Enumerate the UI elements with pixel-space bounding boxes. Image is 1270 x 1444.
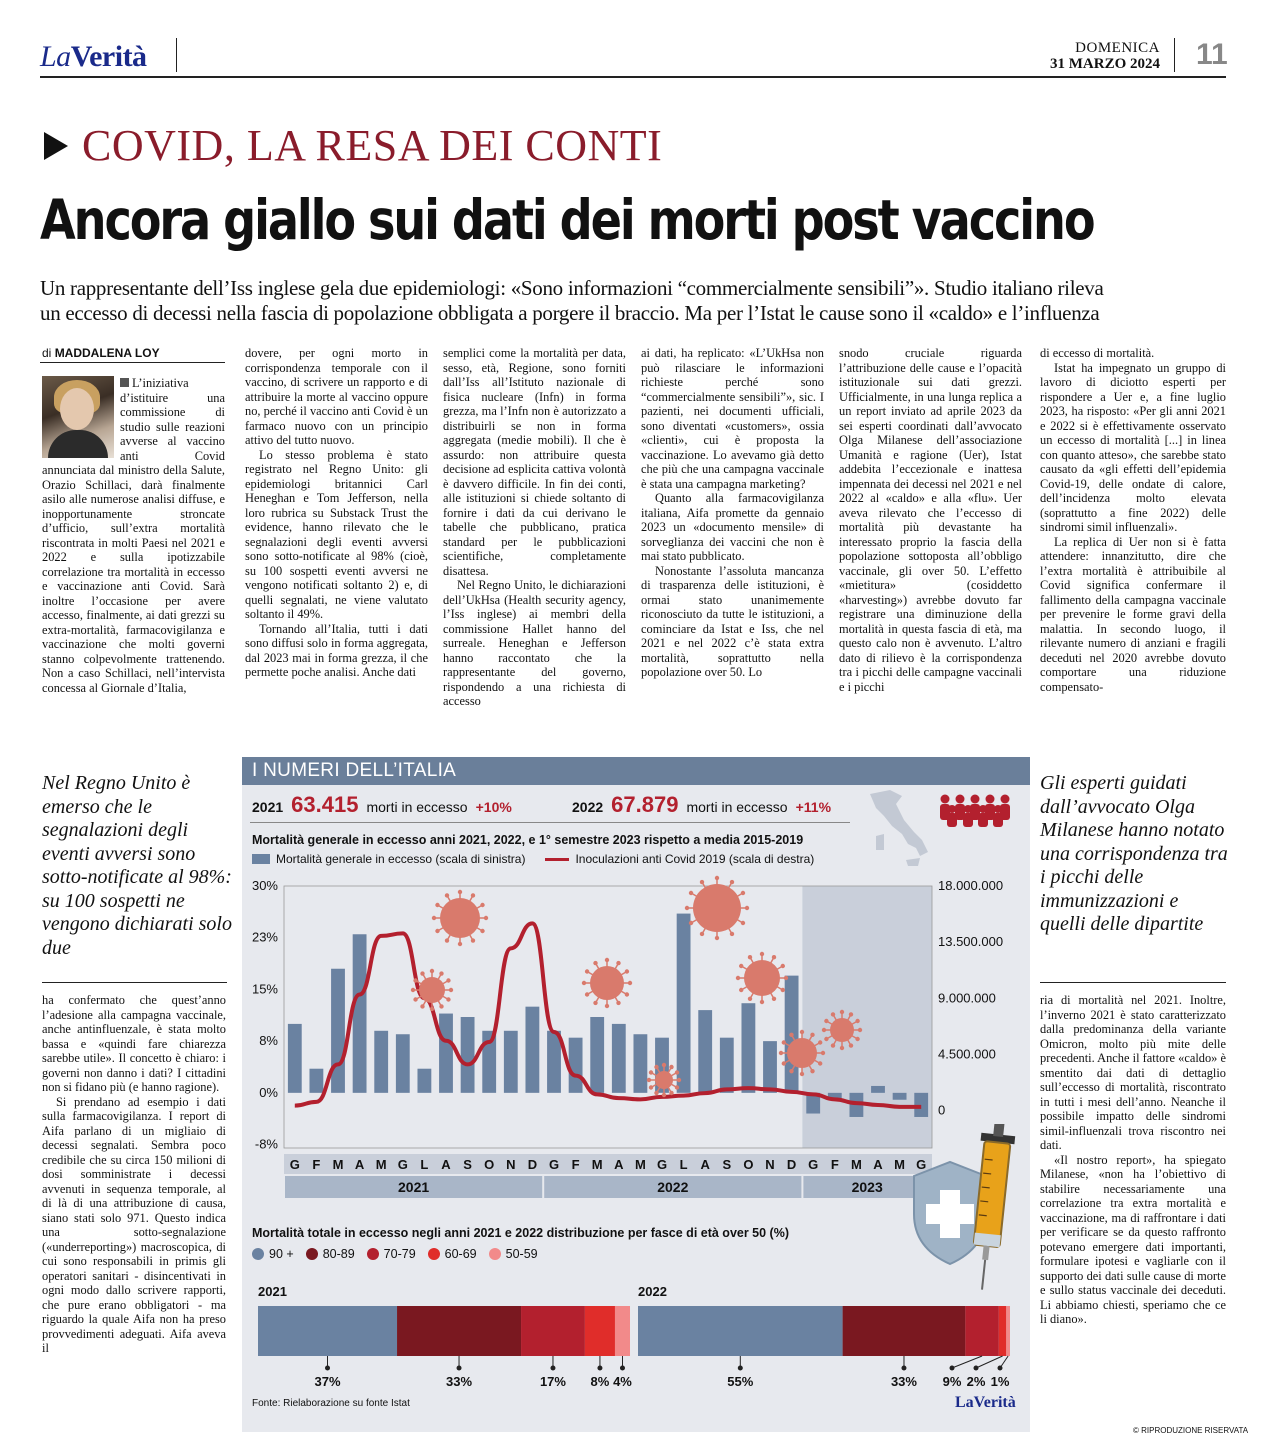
pull-quote-rule [42,982,227,983]
y-tick-left: -8% [254,1136,278,1152]
x-tick-label: M [591,1157,603,1172]
legend-label: 90 + [269,1247,294,1261]
segment-label: 4% [613,1374,632,1389]
deck: Un rappresentante dell’Iss inglese gela due epidemiologi: «Sono informazioni “commercialmente sensibili”». Studio italiano rileva un eccesso di decessi nella fascia di popolazione obbligata a porgere il braccio. Ma per l’Istat le cause sono il «caldo» e l’influenza [40,276,1104,325]
stacked-segment [999,1306,1006,1356]
label-dot [974,1366,979,1371]
chart2-legend [252,1247,538,1261]
legend-swatch-bar [252,854,270,864]
segment-label: 9% [942,1374,962,1389]
legend-label: 60-69 [444,1247,477,1261]
label-dot [597,1366,602,1371]
virus-icon [685,876,749,940]
year-label: 2021 [258,1284,287,1299]
bar [288,1024,302,1093]
segment-label: 1% [990,1374,1010,1389]
segment-label: 37% [314,1374,341,1389]
x-tick-label: M [850,1157,862,1172]
bar [331,969,345,1093]
y-tick-right: 18.000.000 [938,878,1004,893]
stat-2022: 2022 67.879 morti in eccesso +11% [572,792,832,817]
y-tick-left: 8% [259,1033,278,1049]
label-dot [620,1366,625,1371]
bar [439,1014,453,1093]
bar [417,1069,431,1093]
year-label: 2022 [638,1284,667,1299]
stacked-segment [521,1306,585,1356]
x-tick-label: L [679,1157,688,1172]
x-tick-label: O [743,1157,754,1172]
label-dot [457,1366,462,1371]
x-tick-label: F [830,1157,839,1172]
y-tick-left: 23% [251,929,278,945]
arrow-icon [44,132,68,160]
segment-label: 55% [727,1374,754,1389]
bar [741,1003,755,1093]
article-column-6: di eccesso di mortalità. Istat ha impegnato un gruppo di lavoro di diciotto esperti per rispondere a Uer e, a fine luglio 2023, ha risposto: «Per gli anni 2021 e 2022 si è effettivamente osservato un eccesso di mortalità [...] in linea con quanto atteso», che sarebbe stato causato da «gli effetti dell’epidemia Covid-19, delle ondate di calore, dell’incidenza molto elevata (soprattutto a fine 2022) delle sindromi simil influenzali». La replica di Uer non si è fatta attendere: innanzitutto, dire che l’extra mortalità è attribuibile al Covid significa confermare il fallimento della campagna vaccinale per prevenire le forme gravi della malattia. In secondo luogo, il rilevante numero di anziani e fragili deceduti nel 2020 avrebbe dovuto comportare una riduzione compensato- [1040,346,1226,694]
infographic-header: I NUMERI DELL’ITALIA [242,757,1030,785]
y-tick-left: 0% [259,1084,278,1100]
legend-item [306,1247,355,1261]
legend-dot [367,1248,379,1260]
bar [763,1041,777,1093]
issue-date: DOMENICA 31 MARZO 2024 [1050,40,1160,72]
article-column-3: semplici come la mortalità per data, sesso, età, Regione, sono forniti dall’Iss all’Istituto nazionale di fisica nucleare (Infn) in forma grezza, ma l’Infn non è autorizzato a distribuirli se non in forma aggregata (medie mobili). Il che è assurdo: non attribuire questa decisione ad esplicita cattiva volontà è davvero difficile. In fin dei conti, alle istituzioni si chiede soltanto di fornire i dati da cui derivano le tabelle che pubblicano, pratica standard per le pubblicazioni scientifiche, completamente disattesa. Nel Regno Unito, le dichiarazioni dell’UkHsa (Health security agency, l’Iss inglese) ai membri della commissione Hallet hanno del surreale. Heneghan e Jefferson hanno raccontato che la rappresentante del governo, rispondendo a una richiesta di accesso [443,346,626,708]
stat-divider [250,822,850,823]
bar [893,1093,907,1100]
x-tick-label: A [354,1157,365,1172]
x-tick-label: A [700,1157,710,1172]
bar [353,934,367,1093]
y-tick-right: 0 [938,1102,946,1118]
label-dot [550,1366,555,1371]
byline: di MADDALENA LOY [42,346,160,360]
x-tick-label: D [527,1157,538,1172]
stacked-segment [843,1306,966,1356]
x-tick-label: G [397,1157,408,1172]
bar [569,1038,583,1093]
infographic-logo: LaVerità [955,1394,1016,1411]
x-tick-label: M [332,1157,344,1172]
label-dot [738,1366,743,1371]
virus-icon [432,890,488,946]
y-tick-right: 13.500.000 [938,934,1004,950]
bar [720,1038,734,1093]
legend-item [367,1247,416,1261]
infographic-source: Fonte: Rielaborazione su fonte Istat [252,1398,410,1409]
people-group-icon [935,792,1015,828]
label-dot [325,1366,330,1371]
bar [504,1031,518,1093]
segment-label: 8% [590,1374,610,1389]
legend-dot [489,1248,501,1260]
legend-label-line: Inoculazioni anti Covid 2019 (scala di destra) [575,852,815,866]
article-column-4: ai dati, ha replicato: «L’UkHsa non può rilasciare le informazioni richieste perché sono “commercialmente sensibili”», sic. I pazienti, nei documenti ufficiali, sono diventati «customers», ossia «clienti», cui è proposta la vaccinazione. Lo avevamo già detto che più che una campagna vaccinale è stata una campagna marketing? Quanto alla farmacovigilanza italiana, Aifa promette da gennaio 2023 un «documento mensile» di sorveglianza dei vaccini che non è mai stato pubblicato. Nonostante l’assoluta mancanza di trasparenza delle istituzioni, è ormai stato unanimemente riconosciuto da tutte le istituzioni, a cominciare da Istat e Iss, che nel 2021 e nel 2022 c’è stata extra mortalità, soprattutto nella popolazione over 50. Lo [641,346,824,679]
year-label: 2023 [851,1179,883,1195]
x-tick-label: A [614,1157,624,1172]
legend-dot [428,1248,440,1260]
segment-label: 2% [966,1374,986,1389]
stacked-segment [615,1306,630,1356]
legend-label-bars: Mortalità generale in eccesso (scala di sinistra) [276,852,526,866]
article-column-2: dovere, per ogni morto in corrispondenza temporale con il vaccino, di scrivere un rapporto e di attribuire la morte al vaccino oppure no, perché il vaccino anti Covid è un farmaco nuovo con un principio attivo del tutto nuovo. Lo stesso problema è stato registrato nel Regno Unito: gli epidemiologi britannici Carl Heneghan e Tom Jefferson, nella loro rubrica su Substack Trust the evidence, hanno rilevato che le segnalazioni degli eventi avversi sono sotto-notificate al 98% (cioè, su 100 sospetti eventi avversi ne vengono notificati soltanto 2) e, di quelli segnalati, ne viene valutato soltanto il 49%. Tornando all’Italia, tutti i dati sono diffusi solo in forma aggregata, dal 2023 mai in forma grezza, il che permette poche analisi. Anche dati [245,346,428,679]
pull-quote-right: Gli esperti guidati dall’avvocato Olga Milanese hanno notato una corrispondenza tra i picchi delle immunizzazioni e quelli delle dipartite [1040,772,1228,935]
stacked-segment [965,1306,998,1356]
masthead-divider [1174,38,1175,72]
x-tick-label: F [312,1157,321,1172]
chart2-title: Mortalità totale in eccesso negli anni 2021 e 2022 distribuzione per fasce di età over 50 (%) [252,1226,789,1240]
y-tick-right: 4.500.000 [938,1046,996,1062]
bar [612,1024,626,1093]
legend-item [252,1247,294,1261]
pull-quote-left: Nel Regno Unito è emerso che le segnalazioni degli eventi avversi sono sotto-notificate al 98%: su 100 sospetti ne vengono dichiarati solo due [42,772,232,959]
legend-label: 50-59 [505,1247,538,1261]
bar [396,1034,410,1093]
x-tick-label: A [441,1157,451,1172]
stacked-segment [585,1306,615,1356]
segment-label: 17% [539,1374,566,1389]
label-dot [950,1366,955,1371]
y-tick-right: 9.000.000 [938,990,996,1006]
legend-item [428,1247,477,1261]
segment-label: 33% [890,1374,917,1389]
x-tick-label: N [765,1157,775,1172]
pull-quote-rule [1040,982,1226,983]
legend-label: 70-79 [383,1247,416,1261]
x-tick-label: F [571,1157,580,1172]
legend-dot [252,1248,264,1260]
page-number: 11 [1196,38,1228,71]
paragraph-square-icon [120,378,129,387]
legend-label: 80-89 [322,1247,355,1261]
year-label: 2022 [657,1179,689,1195]
y-tick-left: 30% [251,878,278,893]
stacked-segment [1006,1306,1010,1356]
x-tick-label: G [289,1157,300,1172]
x-tick-label: M [634,1157,646,1172]
bar [871,1086,885,1093]
newspaper-logo: LaVerità [40,40,147,73]
stacked-segment [638,1306,843,1356]
x-tick-label: O [484,1157,495,1172]
bar [698,1010,712,1093]
article-column-1: L’iniziativa d’istituire una commissione di studio sulle reazioni avverse al vaccino anti Covid annunciata dal ministro della Salute, Orazio Schillaci, darà finalmente asilo alle numerose analisi diffuse, e inopportunamente stroncate d’ufficio, sull’extra mortalità riscontrata in molti Paesi nel 2021 e 2022 e sulla ipotizzabile correlazione tra mortalità in eccesso e vaccinazione anti Covid. Sarà inoltre l’occasione per avere accesso, finalmente, ai dati grezzi su extra-mortalità, farmacovigilanza e vaccinazione che molti governi stanno colpevolmente trattenendo. Non a caso Schillaci, nell’intervista concessa al Giornale d’Italia, [42,376,225,695]
year-label: 2021 [398,1179,430,1195]
bar [633,1034,647,1093]
bar [590,1017,604,1093]
x-tick-label: S [722,1157,732,1172]
virus-icon [736,952,788,1004]
x-tick-label: M [375,1157,387,1172]
stat-2021: 2021 63.415 morti in eccesso +10% [252,792,512,817]
italy-map-icon [862,786,932,878]
stacked-segment [397,1306,521,1356]
y-tick-left: 15% [251,981,278,997]
x-tick-label: L [420,1157,429,1172]
x-tick-label: G [656,1157,668,1172]
article-column-7: ha confermato che quest’anno l’adesione alla campagna vaccinale, anche antinfluenzale, è stata molto bassa e «quindi fare chiarezza sarebbe utile». Il concetto è chiaro: i governi non danno i dati? I cittadini non si fidano più (e hanno ragione). Si prendano ad esempio i dati sulla farmacovigilanza. I report di Aifa parlano di un migliaio di decessi segnalati. Sembra poco credibile che su circa 150 milioni di dosi somministrate i decessi avvenuti in sequenza temporale, al di là di una attribuzione di causa, siano stati solo 971. Questo indica una sotto-segnalazione («underreporting») macroscopica, di cui sono responsabili in primis gli operatori sanitari - disincentivati in ogni modo dallo scrivere rapporti, che pure erano obbligatori - ma riguardo la quale Aifa non ha preso provvedimenti adeguati. Aifa aveva il [42,993,226,1355]
virus-icon [647,1063,681,1097]
legend-swatch-line [545,858,569,861]
bar [677,914,691,1093]
masthead-rule [40,76,1226,78]
article-column-8: ria di mortalità nel 2021. Inoltre, l’inverno 2021 è stato caratterizzato dalla predominanza della variante Omicron, molto più mite delle precedenti. Anche il fattore «caldo» è smentito dai dati di dettaglio sull’eccesso di mortalità, riscontrato in tutti i mesi dell’anno. Neanche il possibile impatto delle sindromi simil-influenzali trova riscontro nei dati. «Il nostro report», ha spiegato Milanese, «non ha l’obiettivo di stabilire necessariamente una correlazione tra extra mortalità e vaccinazione, ma di raffrontare i dati per verificare se da questo raffronto potevano emergere dati importanti, formulare ipotesi e vagliarle con il supporto dei dati sulle cause di morte e sullo status vaccinale dei deceduti. Li abbiamo chiesti, speriamo che ce li diano». [1040,993,1226,1326]
label-dot [901,1366,906,1371]
x-tick-label: G [916,1157,927,1172]
x-tick-label: M [894,1157,906,1172]
copyright-note: © RIPRODUZIONE RISERVATA [1133,1426,1249,1435]
headline: Ancora giallo sui dati dei morti post vaccino [40,188,1094,252]
chart1-title: Mortalità generale in eccesso anni 2021, 2022, e 1° semestre 2023 rispetto a media 2015-2019 [252,833,804,847]
syringe-shield-illustration [900,1124,1030,1294]
author-photo [42,376,114,458]
segment-label: 33% [446,1374,473,1389]
x-tick-label: S [463,1157,472,1172]
x-tick-label: N [506,1157,516,1172]
bar [309,1069,323,1093]
legend-item [489,1247,538,1261]
bar [525,1007,539,1093]
x-tick-label: G [808,1157,819,1172]
x-tick-label: G [548,1157,560,1172]
kicker: COVID, LA RESA DEI CONTI [44,120,662,171]
masthead-divider [176,38,177,72]
label-dot [998,1366,1003,1371]
legend-dot [306,1248,318,1260]
x-tick-label: A [873,1157,883,1172]
bar [374,1031,388,1093]
x-tick-label: D [786,1157,797,1172]
article-column-5: snodo cruciale riguarda l’attribuzione delle cause e l’opacità istituzionale sui dati grezzi. Ufficialmente, in una lunga replica a un report inviato ad aprile 2023 da sei esperti coordinati dall’avvocato Olga Milanese dell’associazione Umanità e ragione (Uer), Istat addebita l’eccezionale e inattesa impennata dei decessi nel 2021 e nel 2022 al «caldo» e alla «flu». Uer aveva rilevato che l’eccesso di mortalità più devastante ha interessato proprio la fascia della popolazione sottoposta all’obbligo vaccinale, gli over 50. L’effetto «mietitura» (cosiddetto «harvesting») avrebbe dovuto far registrare una diminuzione della mortalità in questa fascia di età, ma questo calo non è avvenuto. L’altro dato di rilievo è la corrispondenza tra i picchi delle campagne vaccinali e i picchi [839,346,1022,694]
bar [461,1017,475,1093]
byline-rule [40,362,225,363]
stacked-segment [258,1306,397,1356]
chart1-legend [252,852,814,866]
virus-icon [582,958,632,1008]
